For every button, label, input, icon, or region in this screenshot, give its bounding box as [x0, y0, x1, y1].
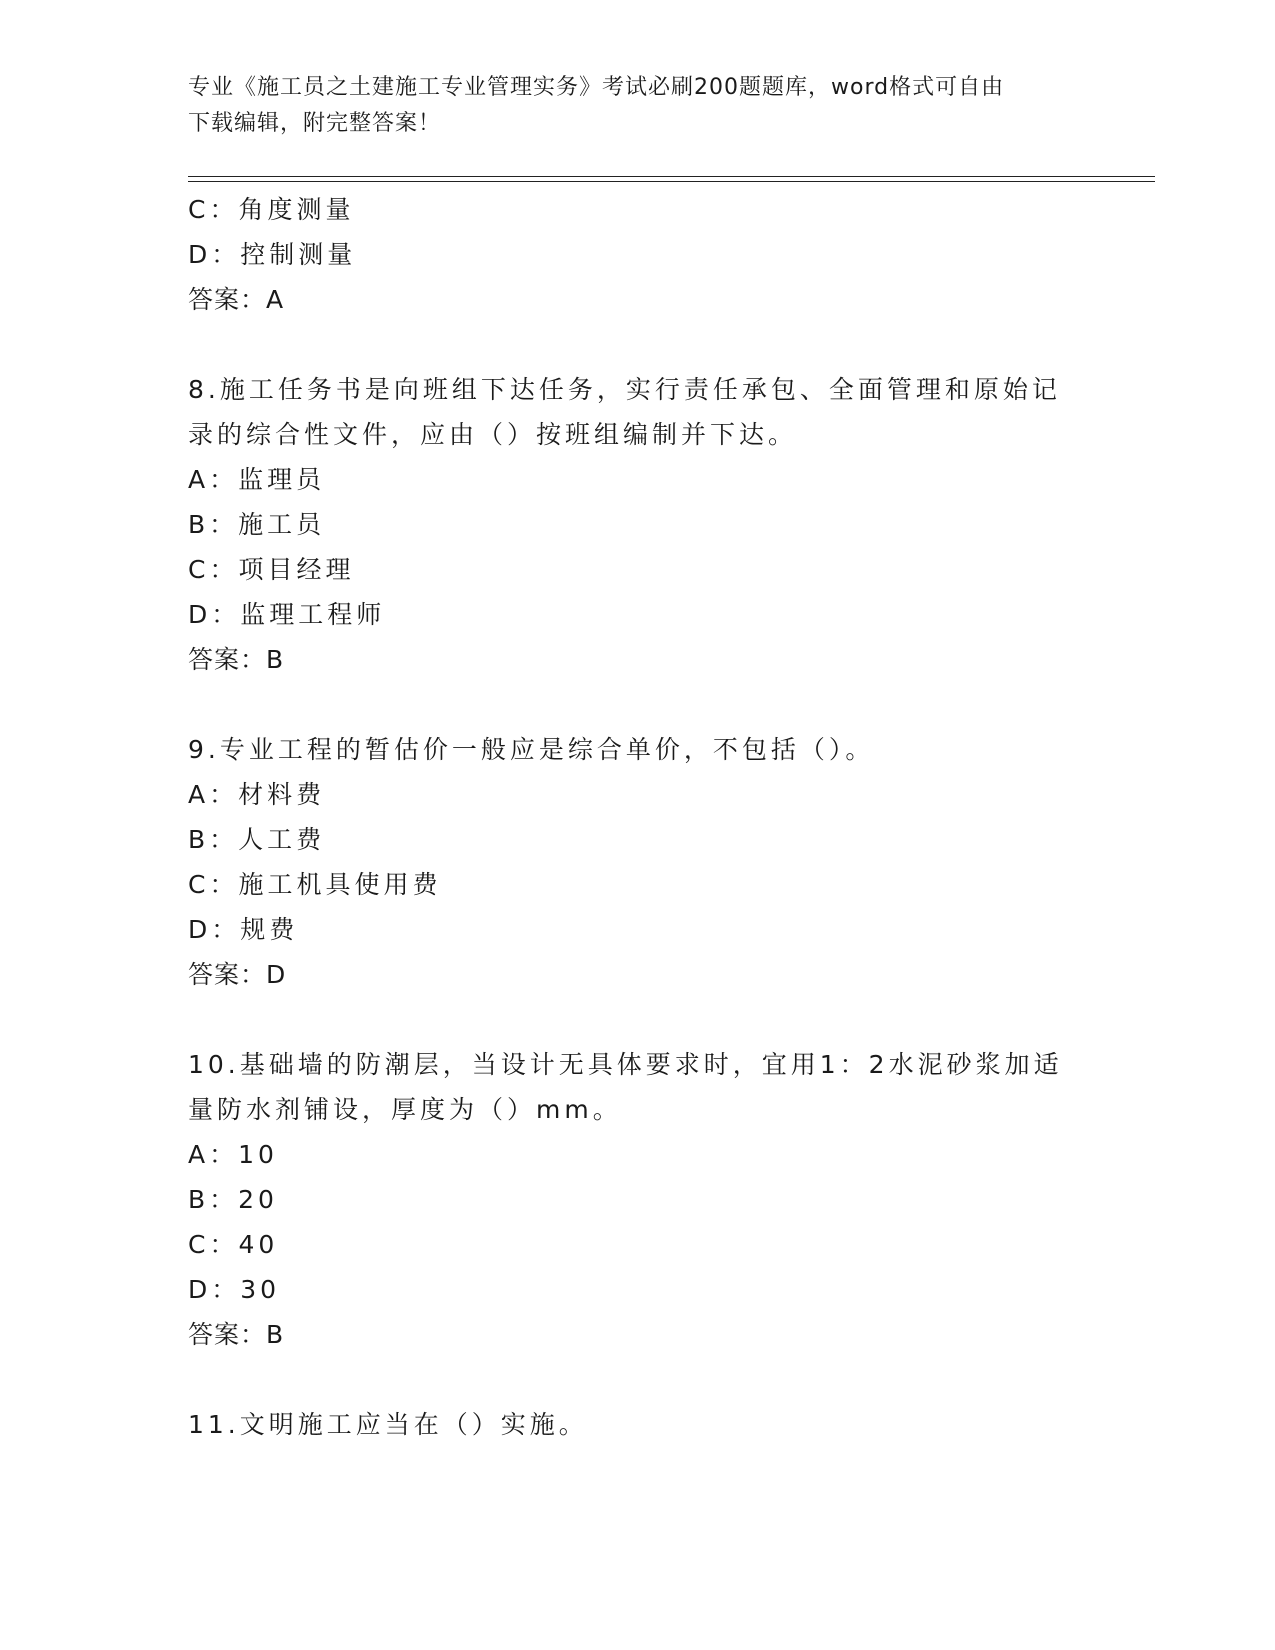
header-line-1: 专业《施工员之土建施工专业管理实务》考试必刷200题题库，word格式可自由 — [188, 75, 1005, 100]
q11-stem-line-1: 11.文明施工应当在（）实施。 — [188, 1410, 588, 1439]
q7-answer: 答案：A — [188, 285, 285, 314]
q8-answer: 答案：B — [188, 645, 285, 674]
q7-option-c: C：角度测量 — [188, 195, 355, 224]
q10-option-c: C：40 — [188, 1230, 279, 1259]
q9-option-b: B：人工费 — [188, 825, 326, 854]
q8-stem-line-1: 8.施工任务书是向班组下达任务，实行责任承包、全面管理和原始记 — [188, 375, 1061, 404]
q9-answer: 答案：D — [188, 960, 287, 989]
q8-option-c: C：项目经理 — [188, 555, 355, 584]
q9-option-c: C：施工机具使用费 — [188, 870, 442, 899]
q10-answer: 答案：B — [188, 1320, 285, 1349]
q10-stem-line-2: 量防水剂铺设，厚度为（）mm。 — [188, 1095, 622, 1124]
document-header — [188, 70, 1068, 142]
q8-option-b: B：施工员 — [188, 510, 326, 539]
q9-option-a: A：材料费 — [188, 780, 326, 809]
q10-option-d: D：30 — [188, 1275, 281, 1304]
header-divider-bottom — [188, 181, 1155, 182]
q7-option-d: D：控制测量 — [188, 240, 357, 269]
header-divider-top — [188, 176, 1155, 177]
q10-option-a: A：10 — [188, 1140, 278, 1169]
q10-stem-line-1: 10.基础墙的防潮层，当设计无具体要求时，宜用1：2水泥砂浆加适 — [188, 1050, 1063, 1079]
header-line-2: 下载编辑，附完整答案！ — [188, 111, 442, 136]
q10-option-b: B：20 — [188, 1185, 278, 1214]
q9-stem-line-1: 9.专业工程的暂估价一般应是综合单价，不包括（）。 — [188, 735, 875, 764]
q8-option-a: A：监理员 — [188, 465, 326, 494]
q8-stem-line-2: 录的综合性文件，应由（）按班组编制并下达。 — [188, 420, 798, 449]
q8-option-d: D：监理工程师 — [188, 600, 386, 629]
q9-option-d: D：规费 — [188, 915, 299, 944]
